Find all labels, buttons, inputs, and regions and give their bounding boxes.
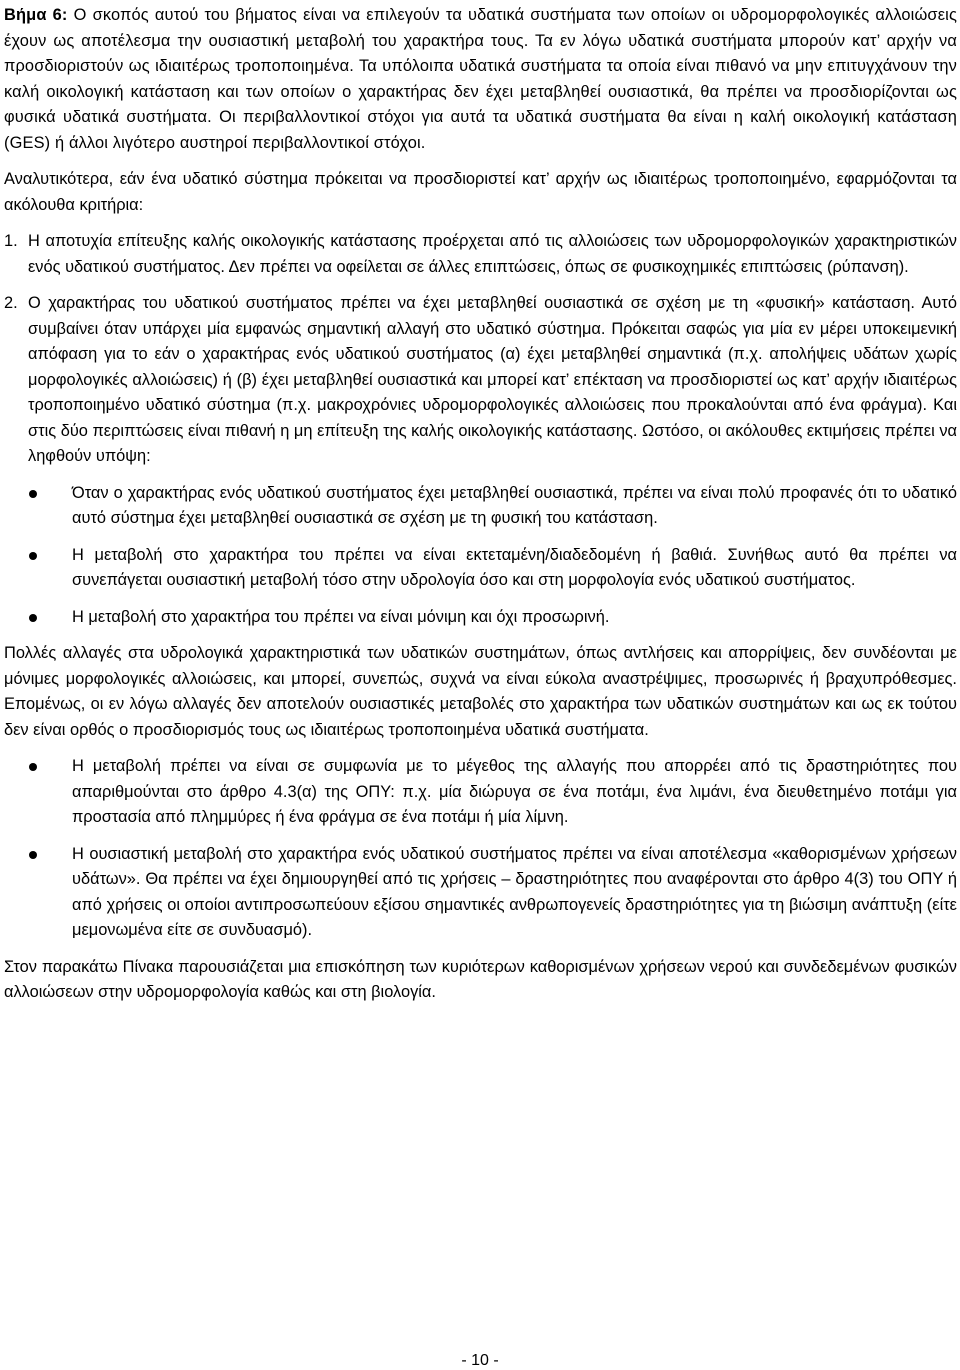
bullet-text: Η μεταβολή στο χαρακτήρα του πρέπει να είναι μόνιμη και όχι προσωρινή.: [72, 607, 610, 626]
criteria-intro: Αναλυτικότερα, εάν ένα υδατικό σύστημα πρόκειται να προσδιοριστεί κατ’ αρχήν ως ιδιαιτέρως τροποποιημένο, εφαρμόζονται τα ακόλουθα κριτήρια:: [4, 170, 957, 214]
consideration-bullet: [29, 605, 957, 631]
criterion-1: [4, 229, 957, 280]
step-text: Ο σκοπός αυτού του βήματος είναι να επιλεγούν τα υδατικά συστήματα των οποίων οι υδρομορφολογικές αλλοιώσεις έχουν ως αποτέλεσμα την ουσιαστική μεταβολή του χαρακτήρα τους. Τα εν λόγω υδατικά συστήματα μπορούν κατ’ αρχήν να προσδιοριστούν ως ιδιαιτέρως τροποποιημένα. Τα υπόλοιπα υδατικά συστήματα τα οποία είναι πιθανό να μην επιτυγχάνουν την καλή οικολογική κατάσταση και των οποίων ο χαρακτήρας δεν έχει μεταβληθεί ουσιαστικά, θα πρέπει να προσδιορίζονται ως φυσικά υδατικά συστήματα. Οι περιβαλλοντικοί στόχοι για αυτά τα υδατικά συστήματα θα είναι η καλή οικολογική κατάσταση (GES) ή άλλοι λιγότερο αυστηροί περιβαλλοντικοί στόχοι.: [4, 6, 957, 152]
change-requirement-bullet: [29, 754, 957, 831]
criterion-number: 2.: [4, 294, 18, 312]
step-6-paragraph: [4, 3, 957, 156]
bullet-text: Η μεταβολή πρέπει να είναι σε συμφωνία με το μέγεθος της αλλαγής που απορρέει από τις δραστηριότητες που απαριθμούνται στο άρθρο 4.3(α) της ΟΠΥ: π.χ. μία διώρυγα σε ένα ποτάμι, ένα λιμάνι, ένα διευθετημένο ποτάμι για προστασία από πλημμύρες ή ένα φράγμα σε ένα ποτάμι ή μία λίμνη.: [72, 757, 957, 826]
page-number: - 10 -: [461, 1352, 499, 1369]
bullet-text: Όταν ο χαρακτήρας ενός υδατικού συστήματος έχει μεταβληθεί ουσιαστικά, πρέπει να είναι πολύ προφανές ότι το υδατικό αυτό σύστημα έχει μεταβληθεί ουσιαστικά σε σχέση με τη φυσική του κατάσταση.: [72, 483, 957, 527]
step-label: Βήμα 6:: [4, 6, 68, 24]
change-requirement-bullet: [29, 842, 957, 944]
bullet-icon: [29, 481, 72, 506]
criterion-text: Ο χαρακτήρας του υδατικού συστήματος πρέπει να έχει μεταβληθεί ουσιαστικά σε σχέση με τη «φυσική» κατάσταση. Αυτό συμβαίνει όταν υπάρχει μία εμφανώς σημαντική αλλαγή στο υδατικό σύστημα. Πρόκειται σαφώς για μία εν μέρει υποκειμενική απόφαση για το εάν ο χαρακτήρας ενός υδατικού συστήματος (α) έχει μεταβληθεί σημαντικά (π.χ. απολήψεις υδάτων χωρίς μορφολογικές αλλοιώσεις) ή (β) έχει μεταβληθεί ουσιαστικά και μπορεί κατ’ επέκταση να προσδιοριστεί ως κατ’ αρχήν ιδιαιτέρως τροποποιημένο υδατικό σύστημα (π.χ. μακροχρόνιες υδρομορφολογικές αλλοιώσεις που προκαλούνται από ένα φράγμα). Και στις δύο περιπτώσεις είναι πιθανή η μη επίτευξη της καλής οικολογικής κατάστασης. Ωστόσο, οι ακόλουθες εκτιμήσεις πρέπει να ληφθούν υπόψη:: [28, 294, 957, 465]
criterion-2: [4, 291, 957, 470]
consideration-bullet: [29, 481, 957, 532]
table-intro-paragraph: Στον παρακάτω Πίνακα παρουσιάζεται μια επισκόπηση των κυριότερων καθορισμένων χρήσεων νερού και συνδεδεμένων φυσικών αλλοιώσεων στην υδρομορφολογία καθώς και στη βιολογία.: [4, 957, 957, 1001]
bullet-icon: [29, 754, 72, 779]
hydrology-paragraph: Πολλές αλλαγές στα υδρολογικά χαρακτηριστικά των υδατικών συστημάτων, όπως αντλήσεις και απορρίψεις, δεν συνδέονται με μόνιμες μορφολογικές αλλοιώσεις, και μπορεί, συνεπώς, συχνά να είναι εύκολα αναστρέψιμες, προσωρινές ή βραχυπρόθεσμες. Επομένως, οι εν λόγω αλλαγές δεν αποτελούν ουσιαστικές μεταβολές στο χαρακτήρα των υδατικών συστημάτων και ως εκ τούτου δεν είναι ορθός ο προσδιορισμός τους ως ιδιαιτέρως τροποποιημένα υδατικά συστήματα.: [4, 644, 957, 739]
criterion-text: Η αποτυχία επίτευξης καλής οικολογικής κατάστασης προέρχεται από τις αλλοιώσεις των υδρομορφολογικών χαρακτηριστικών ενός υδατικού συστήματος. Δεν πρέπει να οφείλεται σε άλλες επιπτώσεις, όπως σε φυσικοχημικές επιπτώσεις (ρύπανση).: [28, 232, 957, 276]
bullet-text: Η ουσιαστική μεταβολή στο χαρακτήρα ενός υδατικού συστήματος πρέπει να είναι αποτέλεσμα «καθορισμένων χρήσεων υδάτων». Θα πρέπει να έχει δημιουργηθεί από τις χρήσεις – δραστηριότητες που αναφέρονται στο άρθρο 4(3) του ΟΠΥ ή από χρήσεις οι οποίοι αντιπροσωπεύουν εξίσου σημαντικές ανθρωπογενείς δραστηριότητες για τη βιώσιμη ανάπτυξη (είτε μεμονωμένα είτε σε συνδυασμό).: [72, 844, 957, 939]
bullet-icon: [29, 605, 72, 630]
consideration-bullet: [29, 543, 957, 594]
bullet-icon: [29, 543, 72, 568]
bullet-icon: [29, 842, 72, 867]
bullet-text: Η μεταβολή στο χαρακτήρα του πρέπει να είναι εκτεταμένη/διαδεδομένη ή βαθιά. Συνήθως αυτό θα πρέπει να συνεπάγεται ουσιαστική μεταβολή τόσο στην υδρολογία όσο και στη μορφολογία ενός υδατικού συστήματος.: [72, 545, 957, 589]
criterion-number: 1.: [4, 232, 18, 250]
